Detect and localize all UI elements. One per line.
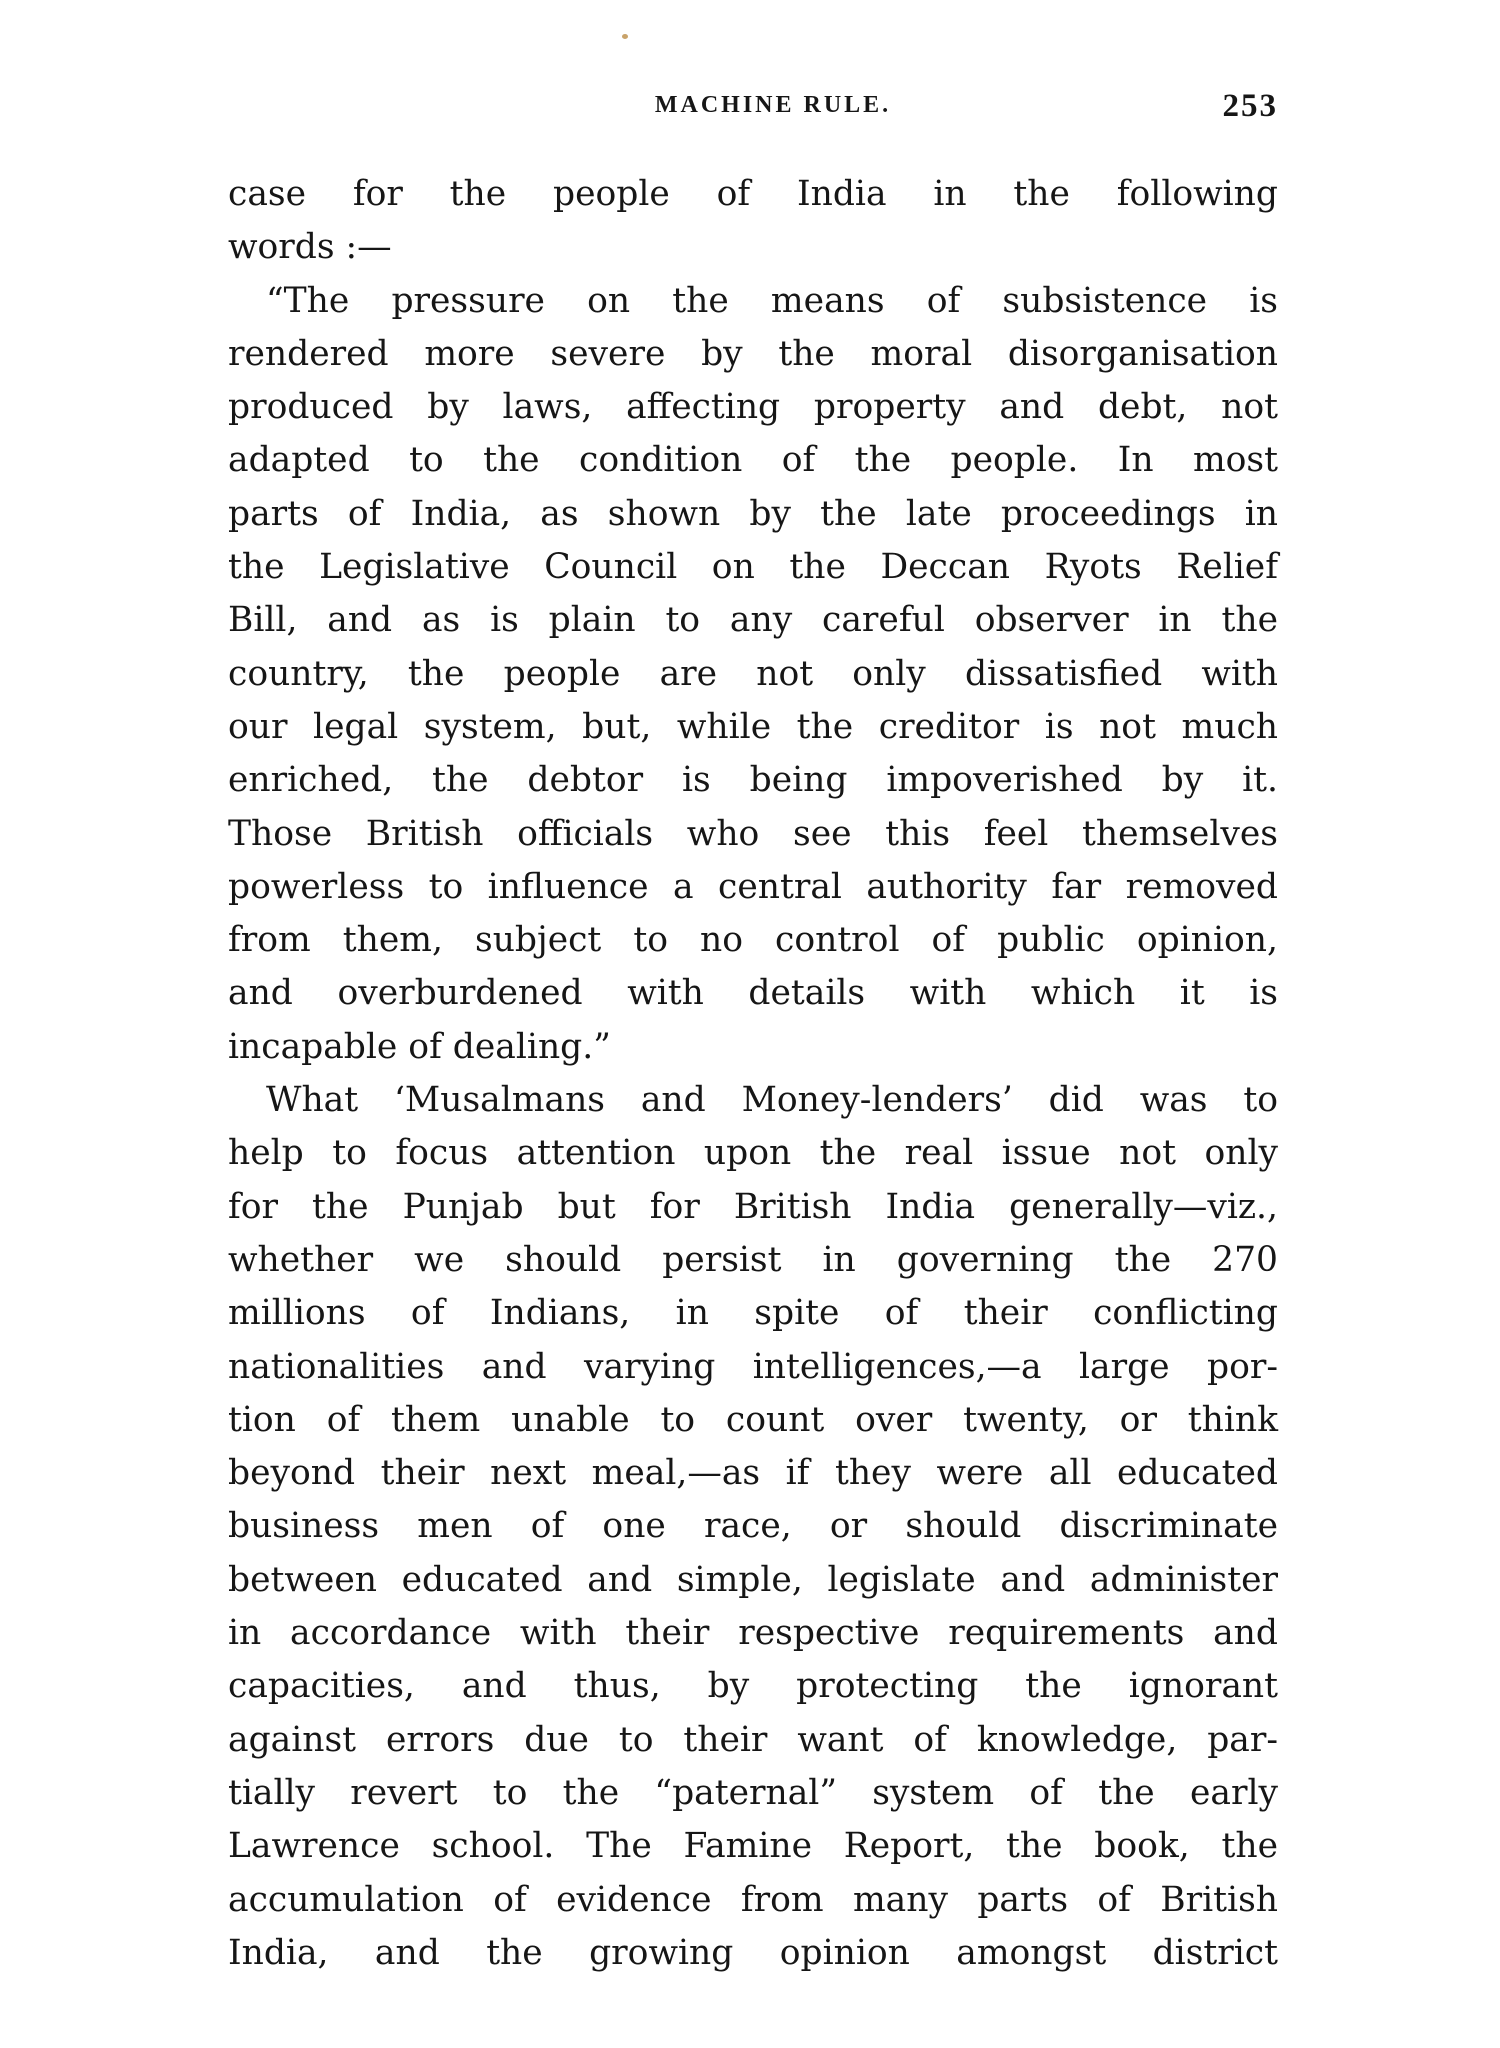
text-line: beyond their next meal,—as if they were all educated (228, 1453, 1278, 1494)
paper-speck (622, 34, 628, 39)
text-line: Lawrence school. The Famine Report, the book, the (228, 1826, 1278, 1867)
text-line: case for the people of India in the following (228, 174, 1278, 214)
text-line: India, and the growing opinion amongst district (228, 1932, 1278, 1973)
text-line: rendered more severe by the moral disorganisation (228, 333, 1278, 374)
text-line: against errors due to their want of knowledge, par- (228, 1719, 1278, 1760)
text-line: “The pressure on the means of subsistence is (266, 280, 1278, 321)
text-line: in accordance with their respective requirements and (228, 1613, 1278, 1654)
running-head: MACHINE RULE. (654, 92, 892, 118)
page-header (228, 88, 1278, 132)
text-line: adapted to the condition of the people. In most (228, 440, 1278, 481)
text-line: and overburdened with details with which it is (228, 973, 1278, 1014)
text-line: tion of them unable to count over twenty, or think (228, 1399, 1278, 1440)
text-line: Bill, and as is plain to any careful observer in the (228, 600, 1278, 641)
text-line: business men of one race, or should discriminate (228, 1506, 1278, 1547)
page-number: 253 (1222, 88, 1278, 124)
text-line: help to focus attention upon the real issue not only (228, 1133, 1278, 1174)
text-line: millions of Indians, in spite of their conflicting (228, 1293, 1278, 1334)
text-line: incapable of dealing.” (228, 1026, 611, 1067)
text-line: powerless to influence a central authority far removed (228, 866, 1278, 907)
text-line: accumulation of evidence from many parts of British (228, 1879, 1278, 1920)
text-line: capacities, and thus, by protecting the ignorant (228, 1666, 1278, 1707)
text-line: words :— (228, 227, 392, 268)
text-line: What ‘Musalmans and Money-lenders’ did was to (266, 1080, 1278, 1121)
text-line: country, the people are not only dissatisfied with (228, 653, 1278, 694)
text-line: from them, subject to no control of public opinion, (228, 920, 1278, 961)
text-line: enriched, the debtor is being impoverished by it. (228, 760, 1278, 801)
text-line: nationalities and varying intelligences,—a large por- (228, 1346, 1278, 1387)
text-line: the Legislative Council on the Deccan Ryots Relief (228, 547, 1278, 588)
text-line: Those British officials who see this feel themselves (228, 813, 1278, 854)
text-line: our legal system, but, while the creditor is not much (228, 706, 1278, 747)
body-text (228, 168, 1278, 1980)
text-line: tially revert to the “paternal” system of the early (228, 1772, 1278, 1813)
text-line: for the Punjab but for British India generally—viz., (228, 1186, 1278, 1227)
text-line: parts of India, as shown by the late proceedings in (228, 493, 1278, 534)
text-line: produced by laws, affecting property and debt, not (228, 387, 1278, 428)
text-line: whether we should persist in governing the 270 (228, 1239, 1278, 1280)
text-line: between educated and simple, legislate and administer (228, 1559, 1278, 1600)
